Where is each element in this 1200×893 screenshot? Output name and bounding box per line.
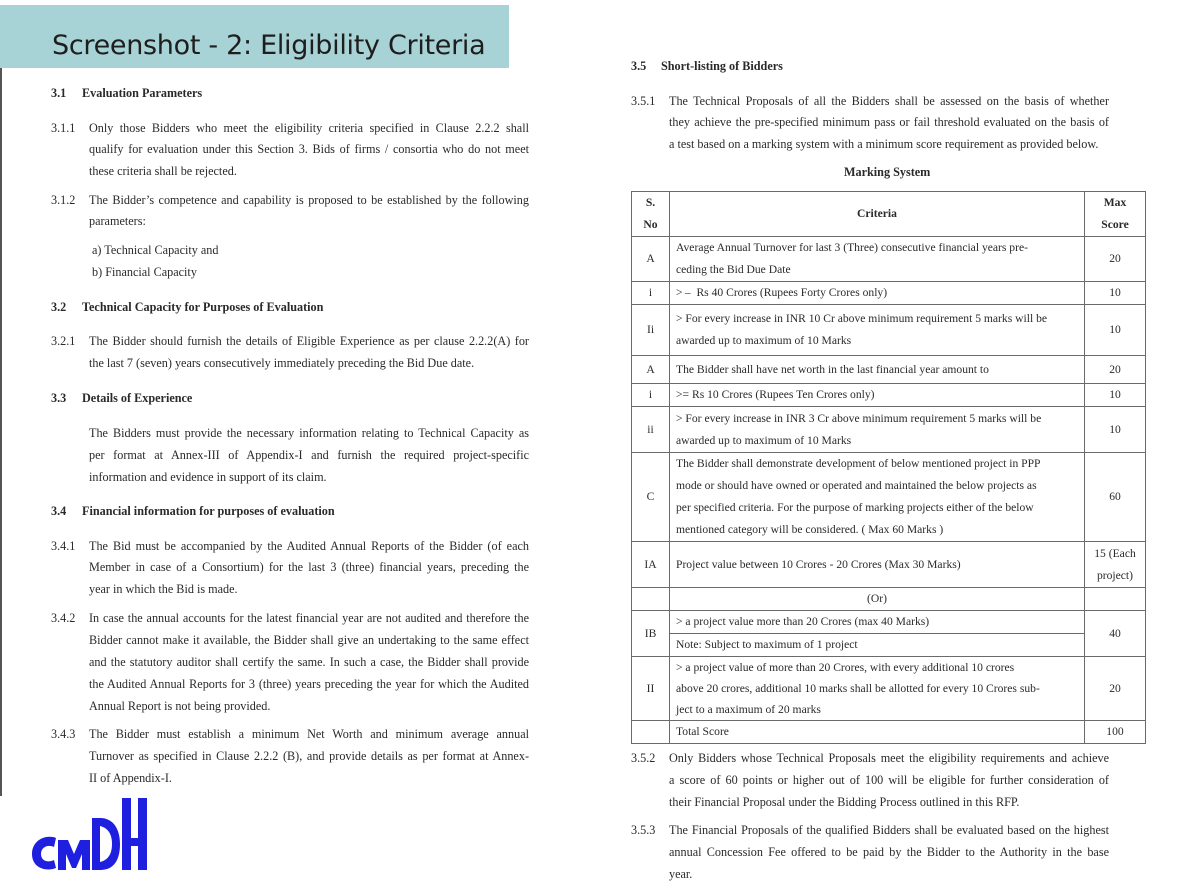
section-3-5-number: 3.5: [631, 59, 647, 73]
row-score: 20: [1085, 356, 1146, 384]
row-criteria: [670, 453, 1085, 542]
page-title: Screenshot - 2: Eligibility Criteria: [52, 30, 486, 61]
row-note: Note: Subject to maximum of 1 project: [670, 634, 1085, 657]
text-line: these criteria shall be rejected.: [89, 164, 237, 178]
table-title: Marking System: [844, 165, 931, 179]
row-score: 20: [1085, 657, 1146, 721]
row-criteria: > a project value more than 20 Crores (max 40 Marks): [670, 611, 1085, 634]
text-line: they achieve the pre-specified minimum pass or fail threshold evaluated on the basis of: [669, 115, 1109, 129]
table-row: [632, 634, 1146, 657]
section-3-3-title: Details of Experience: [82, 391, 193, 405]
table-row: [632, 237, 1146, 282]
text-line: Bidder cannot make it available, the Bidder shall give an undertaking to the same effect: [89, 633, 529, 647]
section-3-2-number: 3.2: [51, 300, 67, 314]
section-3-1-title: Evaluation Parameters: [82, 86, 203, 100]
table-row: [632, 453, 1146, 542]
header-sno-line: S.: [645, 196, 656, 209]
text-line: The Bidder’s competence and capability is proposed to be established by the following: [89, 193, 529, 207]
text-line: The Bid must be accompanied by the Audited Annual Reports of the Bidder (of each: [89, 539, 529, 553]
row-criteria: Project value between 10 Crores - 20 Crores (Max 30 Marks): [670, 542, 1085, 588]
criteria-line: ject to a maximum of 20 marks: [676, 703, 821, 716]
text-line: year.: [669, 867, 693, 881]
criteria-line: awarded up to maximum of 10 Marks: [676, 433, 852, 447]
table-row: [632, 611, 1146, 634]
text-line: annual Concession Fee offered to be paid by the Bidder to the Authority in the base: [669, 845, 1109, 859]
row-sno: C: [632, 453, 670, 542]
header-score-line: Max: [1103, 196, 1127, 209]
table-row: [632, 407, 1146, 453]
clause-3-1-2-number: 3.1.2: [51, 193, 76, 207]
table-row: [632, 356, 1146, 384]
criteria-line: > For every increase in INR 10 Cr above minimum requirement 5 marks will be: [676, 312, 1048, 325]
text-line: The Financial Proposals of the qualified Bidders shall be evaluated based on the highest: [669, 823, 1109, 837]
row-sno: i: [632, 384, 670, 407]
logo-letters: [32, 798, 147, 870]
text-line: per format at Annex-III of Appendix-I and furnish the required project-specific: [89, 448, 529, 462]
text-line: The Bidders must provide the necessary information relating to Technical Capacity as: [89, 426, 529, 440]
text-line: the Audited Annual Reports for 3 (three) years preceding the year for which the Audited: [89, 677, 529, 691]
table-row: [632, 657, 1146, 721]
section-3-2-title: Technical Capacity for Purposes of Evaluation: [82, 300, 324, 314]
criteria-line: > a project value of more than 20 Crores, with every additional 10 crores: [676, 661, 1015, 674]
row-criteria: The Bidder shall have net worth in the last financial year amount to: [670, 356, 1085, 384]
row-sno: IB: [632, 611, 670, 657]
row-score: [1085, 542, 1146, 588]
section-3-4-title: Financial information for purposes of evaluation: [82, 504, 335, 518]
row-criteria: [670, 305, 1085, 356]
row-score: 10: [1085, 407, 1146, 453]
row-sno: II: [632, 657, 670, 721]
section-3-5-title: Short-listing of Bidders: [661, 59, 783, 73]
header-score: [1085, 192, 1146, 237]
text-line: parameters:: [89, 214, 146, 228]
text-line: In case the annual accounts for the latest financial year are not audited and therefore the: [89, 611, 529, 625]
text-line: The Bidder should furnish the details of Eligible Experience as per clause 2.2.2(A) for: [89, 334, 529, 348]
criteria-line: Average Annual Turnover for last 3 (Three) consecutive financial years pre-: [676, 241, 1028, 254]
text-line: a score of 60 points or higher out of 100 will be eligible for further consideration of: [669, 773, 1109, 787]
marking-system-table: [631, 191, 1146, 744]
row-sno: i: [632, 282, 670, 305]
section-3-3-number: 3.3: [51, 391, 67, 405]
criteria-line: The Bidder shall demonstrate development of below mentioned project in PPP: [676, 457, 1041, 470]
header-banner: [0, 5, 509, 68]
row-sno: Ii: [632, 305, 670, 356]
header-sno: [632, 192, 670, 237]
row-criteria: [670, 657, 1085, 721]
text-line: The Technical Proposals of all the Bidders shall be assessed on the basis of whether: [669, 94, 1109, 108]
text-line: Annual Report is not being provided.: [89, 699, 271, 713]
table-row: [632, 542, 1146, 588]
text-line: their Financial Proposal under the Bidding Process outlined in this RFP.: [669, 795, 1020, 809]
criteria-line: awarded up to maximum of 10 Marks: [676, 334, 852, 347]
section-3-4-number: 3.4: [51, 504, 67, 518]
text-line: Turnover as specified in Clause 2.2.2 (B), and provide details as per format at Annex-: [89, 749, 529, 763]
row-score: 10: [1085, 305, 1146, 356]
total-score: 100: [1085, 721, 1146, 744]
criteria-line: above 20 crores, additional 10 marks shall be allotted for every 10 Crores sub-: [676, 682, 1040, 695]
row-criteria: >= Rs 10 Crores (Rupees Ten Crores only): [670, 384, 1085, 407]
clause-3-5-2-number: 3.5.2: [631, 751, 656, 765]
score-line: 15 (Each: [1094, 546, 1136, 560]
clause-3-4-3-number: 3.4.3: [51, 727, 76, 741]
total-label: Total Score: [670, 721, 1085, 744]
text-line: and the statutory auditor shall certify the same. In such a case, the Bidder shall provide: [89, 655, 529, 669]
text-line: the last 7 (seven) years consecutively immediately preceding the Bid Due date.: [89, 356, 475, 370]
clause-3-5-1-number: 3.5.1: [631, 94, 656, 108]
table-row: [632, 305, 1146, 356]
text-line: Member in case of a Consortium) for the last 3 (three) financial years, preceding the: [89, 560, 529, 574]
criteria-line: ceding the Bid Due Date: [676, 263, 791, 276]
row-criteria: > – Rs 40 Crores (Rupees Forty Crores only): [670, 282, 1085, 305]
clause-3-2-1-number: 3.2.1: [51, 334, 76, 348]
row-sno: A: [632, 237, 670, 282]
header-score-line: Score: [1101, 218, 1129, 231]
text-line: The Bidder must establish a minimum Net Worth and minimum average annual: [89, 727, 529, 741]
row-sno: A: [632, 356, 670, 384]
row-score: 20: [1085, 237, 1146, 282]
list-item: b) Financial Capacity: [92, 265, 197, 279]
row-sno: IA: [632, 542, 670, 588]
text-line: year in which the Bid is made.: [89, 582, 238, 596]
cmda-logo: [28, 798, 148, 872]
header-sno-line: No: [643, 218, 658, 231]
row-score: 40: [1085, 611, 1146, 657]
text-line: II of Appendix-I.: [89, 771, 172, 785]
text-line: Only those Bidders who meet the eligibility criteria specified in Clause 2.2.2 shall: [89, 121, 529, 135]
row-score: 60: [1085, 453, 1146, 542]
score-line: project): [1096, 568, 1134, 582]
row-criteria: [670, 407, 1085, 453]
section-3-1-number: 3.1: [51, 86, 67, 100]
table-row: [632, 282, 1146, 305]
text-line: information and evidence in support of its claim.: [89, 470, 327, 484]
clause-3-1-1-number: 3.1.1: [51, 121, 76, 135]
text-line: a test based on a marking system with a minimum score requirement as provided below.: [669, 137, 1099, 151]
criteria-line: per specified criteria. For the purpose of marking projects either of the below: [676, 501, 1034, 514]
text-line: qualify for evaluation under this Section 3. Bids of firms / consortia who do not meet: [89, 142, 529, 156]
table-row-or: [632, 588, 1146, 611]
row-score: 10: [1085, 282, 1146, 305]
table-header-row: [632, 192, 1146, 237]
row-score: 10: [1085, 384, 1146, 407]
left-margin-rule: [0, 68, 2, 796]
criteria-line: mentioned category will be considered. ( Max 60 Marks ): [676, 523, 944, 536]
clause-3-4-2-number: 3.4.2: [51, 611, 76, 625]
text-line: Only Bidders whose Technical Proposals meet the eligibility requirements and achieve: [669, 751, 1109, 765]
row-criteria: [670, 237, 1085, 282]
row-sno: ii: [632, 407, 670, 453]
table-total-row: [632, 721, 1146, 744]
or-separator: (Or): [670, 588, 1085, 611]
clause-3-4-1-number: 3.4.1: [51, 539, 76, 553]
header-criteria: Criteria: [670, 192, 1085, 237]
table-row: [632, 384, 1146, 407]
criteria-line: mode or should have owned or operated and maintained the below projects as: [676, 479, 1037, 492]
clause-3-5-3-number: 3.5.3: [631, 823, 656, 837]
criteria-line: > For every increase in INR 3 Cr above minimum requirement 5 marks will be: [676, 411, 1042, 425]
list-item: a) Technical Capacity and: [92, 243, 219, 257]
